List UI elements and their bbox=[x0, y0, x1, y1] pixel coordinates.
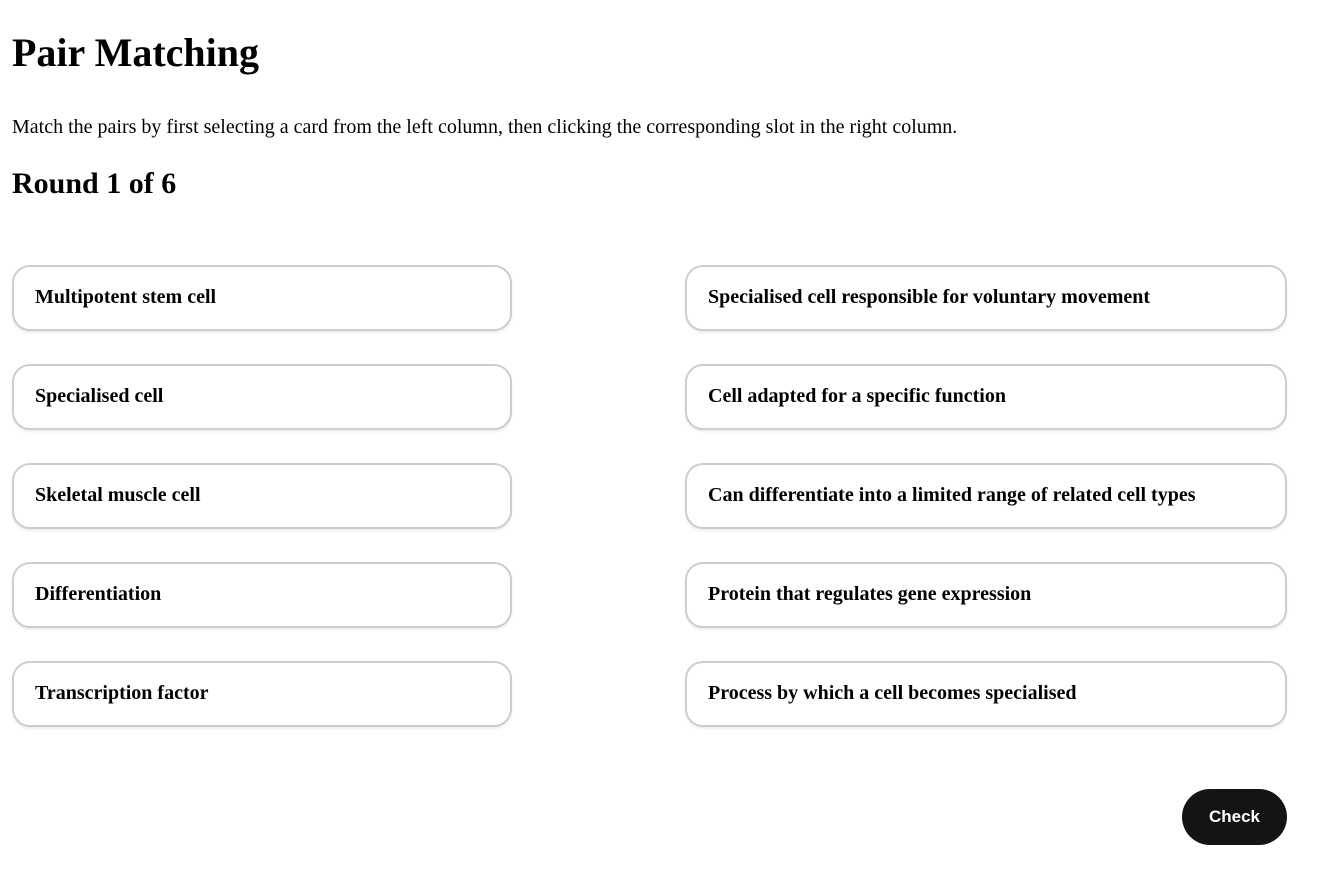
instructions-text: Match the pairs by first selecting a card from the left column, then clicking the corresponding slot in the right column. bbox=[12, 116, 958, 138]
definition-slot[interactable] bbox=[685, 562, 1287, 628]
check-button[interactable]: Check bbox=[1182, 789, 1287, 845]
term-card-label: Skeletal muscle cell bbox=[35, 484, 201, 506]
definition-slot[interactable] bbox=[685, 463, 1287, 529]
term-card-label: Multipotent stem cell bbox=[35, 286, 217, 308]
page-title: Pair Matching bbox=[12, 30, 260, 75]
definition-slot-label: Cell adapted for a specific function bbox=[708, 385, 1006, 407]
term-card[interactable] bbox=[12, 562, 512, 628]
matching-area bbox=[12, 265, 1287, 727]
definition-slot-label: Process by which a cell becomes specialised bbox=[708, 682, 1077, 704]
pair-matching-page bbox=[0, 30, 1328, 845]
term-card-label: Differentiation bbox=[35, 583, 162, 605]
term-card[interactable] bbox=[12, 463, 512, 529]
footer bbox=[12, 789, 1287, 845]
right-column bbox=[685, 265, 1287, 727]
definition-slot-label: Specialised cell responsible for voluntary movement bbox=[708, 286, 1151, 308]
term-card[interactable] bbox=[12, 265, 512, 331]
definition-slot[interactable] bbox=[685, 364, 1287, 430]
term-card-label: Transcription factor bbox=[35, 682, 209, 704]
left-column bbox=[12, 265, 512, 727]
term-card-label: Specialised cell bbox=[35, 385, 164, 407]
definition-slot[interactable] bbox=[685, 661, 1287, 727]
term-card[interactable] bbox=[12, 364, 512, 430]
round-heading: Round 1 of 6 bbox=[12, 167, 177, 200]
definition-slot-label: Protein that regulates gene expression bbox=[708, 583, 1032, 605]
definition-slot-label: Can differentiate into a limited range of related cell types bbox=[708, 484, 1196, 506]
definition-slot[interactable] bbox=[685, 265, 1287, 331]
term-card[interactable] bbox=[12, 661, 512, 727]
